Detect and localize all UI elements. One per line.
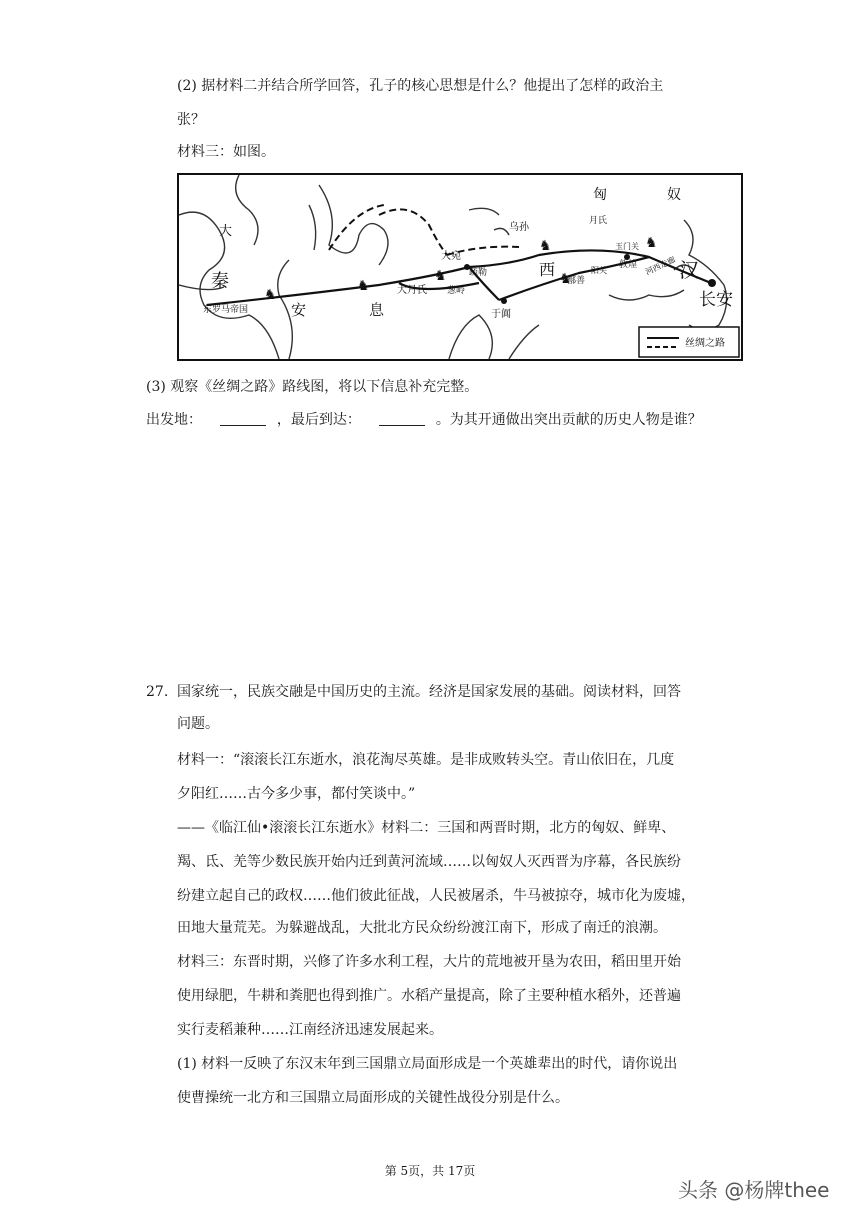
- q27-intro-line2: 问题。: [177, 716, 219, 732]
- label-dongluoma: 东罗马帝国: [203, 305, 249, 315]
- label-qin: 秦: [211, 271, 229, 292]
- camel-icon: ♞: [357, 278, 370, 294]
- label-yangguan: 阳关: [591, 266, 607, 275]
- q27-m2-line4: 田地大量荒芜。为躲避战乱，大批北方民众纷纷渡江南下，形成了南迁的浪潮。: [177, 920, 667, 936]
- label-shanshan: 鄯善: [567, 276, 586, 286]
- answer-blank-end[interactable]: [379, 411, 425, 426]
- label-yumenguan: 玉门关: [615, 242, 639, 251]
- label-wusun: 乌孙: [509, 222, 529, 233]
- label-han: 汉: [679, 258, 699, 282]
- label-anxi-2: 息: [369, 301, 385, 319]
- q27-m3-line3: 实行麦稻兼种……江南经济迅速发展起来。: [177, 1022, 443, 1038]
- label-dunhuang: 敦煌: [619, 260, 638, 270]
- label-yuezhi: 月氏: [589, 216, 608, 226]
- camel-icon: ♞: [645, 235, 658, 251]
- q26-sub2-line1: (2) 据材料二并结合所学回答，孔子的核心思想是什么？他提出了怎样的政治主: [177, 78, 664, 94]
- material3-label: 材料三：如图。: [177, 144, 275, 160]
- q27-m1-line2: 夕阳红……古今多少事，都付笑谈中。”: [177, 786, 416, 802]
- q26-sub2-line2: 张？: [177, 112, 205, 128]
- q27-m3-line2: 使用绿肥，牛耕和粪肥也得到推广。水稻产量提高，除了主要种植水稻外，还普遍: [177, 988, 681, 1004]
- label-dayuezhi: 大月氏: [397, 285, 427, 296]
- label-anxi-1: 安: [291, 301, 307, 319]
- label-da: 大: [219, 224, 233, 239]
- label-shule: 疏勒: [469, 268, 488, 278]
- q27-sub1-line2: 使曹操统一北方和三国鼎立局面形成的关键性战役分别是什么。: [177, 1090, 569, 1106]
- q26-fill-line: [146, 410, 702, 430]
- label-yutian: 于阗: [491, 309, 511, 320]
- q27-m3-line1: 材料三：东晋时期，兴修了许多水利工程，大片的荒地被开垦为农田，稻田里开始: [177, 954, 681, 970]
- label-xi: 西: [539, 260, 556, 279]
- silk-road-map: [177, 173, 743, 361]
- q27-m1-line1: 材料一：“滚滚长江东逝水，浪花淘尽英雄。是非成败转头空。青山依旧在，几度: [177, 752, 675, 768]
- fill-prefix: 出发地：: [146, 412, 202, 428]
- q27-m2-line1: ——《临江仙•滚滚长江东逝水》材料二：三国和两晋时期，北方的匈奴、鲜卑、: [177, 820, 676, 836]
- label-congling: 葱岭: [447, 286, 466, 296]
- camel-icon: ♞: [539, 238, 552, 254]
- label-hexi: 河西走廊: [644, 255, 677, 277]
- label-changan: 长安: [699, 290, 733, 310]
- q27-intro-line1: 国家统一，民族交融是中国历史的主流。经济是国家发展的基础。阅读材料，回答: [177, 684, 681, 700]
- answer-blank-start[interactable]: [220, 411, 266, 426]
- q27-number: 27.: [146, 684, 169, 700]
- label-xiongnu-1: 匈: [593, 187, 607, 203]
- silk-road-dashed-route: [329, 205, 519, 255]
- watermark: 头条 @杨牌thee: [678, 1178, 830, 1202]
- q27-m2-line3: 纷建立起自己的政权……他们彼此征战，人民被屠杀，牛马被掠夺，城市化为废墟，: [177, 888, 695, 904]
- city-dot-yutian: [501, 298, 507, 304]
- camel-icon: ♞: [264, 287, 277, 303]
- q27-m2-line2: 羯、氐、羌等少数民族开始内迁到黄河流域……以匈奴人灭西晋为序幕，各民族纷: [177, 854, 681, 870]
- q27-sub1-line1: (1) 材料一反映了东汉末年到三国鼎立局面形成是一个英雄辈出的时代，请你说出: [177, 1056, 678, 1072]
- q26-sub3: (3) 观察《丝绸之路》路线图，将以下信息补充完整。: [146, 379, 479, 395]
- camel-icon: ♞: [434, 268, 447, 284]
- page-footer: 第 5页，共 17页: [384, 1164, 476, 1178]
- legend-label: 丝绸之路: [685, 338, 725, 349]
- fill-mid: ，最后到达：: [276, 412, 361, 428]
- city-dot-changan: [708, 279, 716, 287]
- map-legend: [639, 327, 739, 357]
- fill-suffix: 。为其开通做出突出贡献的历史人物是谁？: [435, 412, 702, 428]
- camel-icon: ♞: [559, 271, 572, 287]
- label-dawan: 大宛: [441, 251, 461, 262]
- label-xiongnu-2: 奴: [667, 187, 681, 203]
